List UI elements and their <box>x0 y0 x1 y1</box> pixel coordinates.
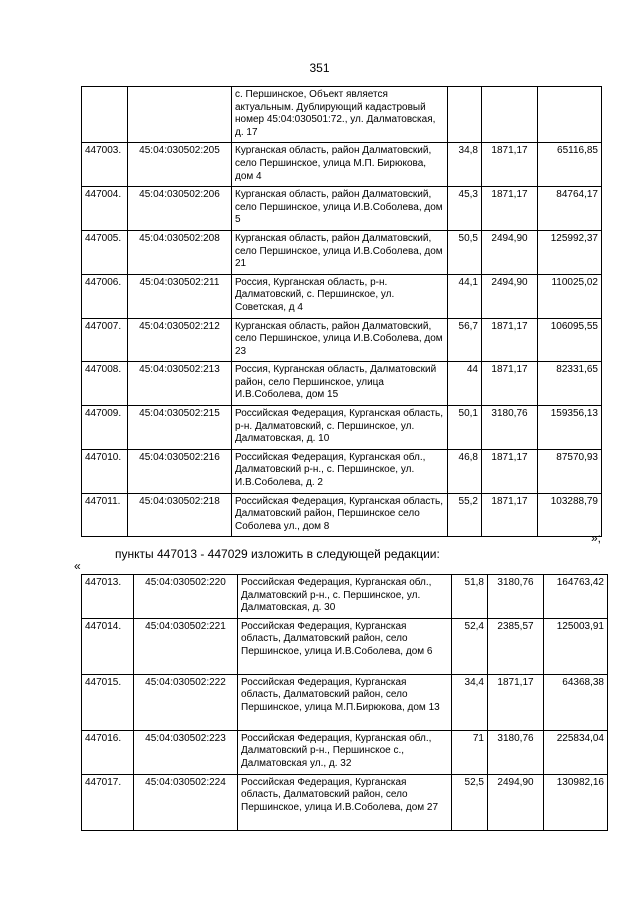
area-cell: 34,4 <box>452 674 488 730</box>
row-number-cell: 447013. <box>82 575 134 619</box>
area-cell: 46,8 <box>448 449 482 493</box>
address-cell: Курганская область, район Далматовский, село Першинское, улица И.В.Соболева, дом 21 <box>232 230 448 274</box>
area-cell: 71 <box>452 730 488 774</box>
cadastral-value-cell: 64368,38 <box>544 674 608 730</box>
address-cell: Российская Федерация, Курганская обл., Далматовский р-н., Першинское с., Далматовская ул., д. 32 <box>238 730 452 774</box>
property-table-1-body <box>82 87 602 537</box>
area-cell: 34,8 <box>448 143 482 187</box>
row-number-cell <box>82 87 128 143</box>
row-number-cell: 447017. <box>82 774 134 830</box>
unit-price-cell: 2494,90 <box>482 274 538 318</box>
cadastral-value-cell: 130982,16 <box>544 774 608 830</box>
cadastral-number-cell: 45:04:030502:211 <box>128 274 232 318</box>
unit-price-cell: 1871,17 <box>482 493 538 537</box>
address-cell: Российская Федерация, Курганская область, Далматовский район, Першинское село Соболева ул., дом 8 <box>232 493 448 537</box>
table-row <box>82 493 602 537</box>
property-table-2 <box>81 574 608 831</box>
address-cell: Россия, Курганская область, Далматовский район, село Першинское, улица И.В.Соболева, дом 15 <box>232 362 448 406</box>
property-table-2-body <box>82 575 608 831</box>
address-cell: Российская Федерация, Курганская область, Далматовский район, село Першинское, улица И.В.Соболева, дом 27 <box>238 774 452 830</box>
unit-price-cell: 1871,17 <box>482 187 538 231</box>
table-row <box>82 674 608 730</box>
address-cell: с. Першинское, Объект является актуальным. Дублирующий кадастровый номер 45:04:030501:72., ул. Далматовская, д. 17 <box>232 87 448 143</box>
address-cell: Российская Федерация, Курганская обл., Далматовский р-н., с. Першинское, ул. Далматовская, д. 30 <box>238 575 452 619</box>
unit-price-cell <box>482 87 538 143</box>
cadastral-number-cell: 45:04:030502:220 <box>134 575 238 619</box>
cadastral-number-cell: 45:04:030502:215 <box>128 406 232 450</box>
cadastral-value-cell: 164763,42 <box>544 575 608 619</box>
table-row <box>82 406 602 450</box>
unit-price-cell: 1871,17 <box>482 449 538 493</box>
unit-price-cell: 2494,90 <box>482 230 538 274</box>
cadastral-value-cell: 125992,37 <box>538 230 602 274</box>
cadastral-number-cell: 45:04:030502:216 <box>128 449 232 493</box>
cadastral-value-cell <box>538 87 602 143</box>
area-cell: 56,7 <box>448 318 482 362</box>
row-number-cell: 447009. <box>82 406 128 450</box>
cadastral-value-cell: 225834,04 <box>544 730 608 774</box>
unit-price-cell: 3180,76 <box>482 406 538 450</box>
cadastral-number-cell: 45:04:030502:218 <box>128 493 232 537</box>
cadastral-number-cell <box>128 87 232 143</box>
row-number-cell: 447004. <box>82 187 128 231</box>
row-number-cell: 447006. <box>82 274 128 318</box>
area-cell: 55,2 <box>448 493 482 537</box>
table-row <box>82 274 602 318</box>
table-row <box>82 730 608 774</box>
opening-quote-mark: « <box>74 559 81 573</box>
cadastral-number-cell: 45:04:030502:223 <box>134 730 238 774</box>
table-row <box>82 318 602 362</box>
address-cell: Российская Федерация, Курганская обл., Далматовский р-н., с. Першинское, ул. И.В.Соболева, д. 2 <box>232 449 448 493</box>
unit-price-cell: 3180,76 <box>488 575 544 619</box>
row-number-cell: 447016. <box>82 730 134 774</box>
table-row <box>82 575 608 619</box>
cadastral-number-cell: 45:04:030502:212 <box>128 318 232 362</box>
table-row <box>82 618 608 674</box>
table-row <box>82 143 602 187</box>
table-row <box>82 449 602 493</box>
table-row <box>82 87 602 143</box>
amendment-instruction: пункты 447013 - 447029 изложить в следующей редакции: <box>115 547 440 561</box>
row-number-cell: 447014. <box>82 618 134 674</box>
table-row <box>82 362 602 406</box>
address-cell: Курганская область, район Далматовский, село Першинское, улица И.В.Соболева, дом 23 <box>232 318 448 362</box>
unit-price-cell: 3180,76 <box>488 730 544 774</box>
row-number-cell: 447015. <box>82 674 134 730</box>
cadastral-number-cell: 45:04:030502:213 <box>128 362 232 406</box>
unit-price-cell: 2385,57 <box>488 618 544 674</box>
area-cell: 45,3 <box>448 187 482 231</box>
area-cell: 44 <box>448 362 482 406</box>
unit-price-cell: 1871,17 <box>488 674 544 730</box>
address-cell: Российская Федерация, Курганская область, Далматовский район, село Першинское, улица М.П.Бирюкова, дом 13 <box>238 674 452 730</box>
unit-price-cell: 2494,90 <box>488 774 544 830</box>
cadastral-value-cell: 82331,65 <box>538 362 602 406</box>
address-cell: Курганская область, район Далматовский, село Першинское, улица М.П. Бирюкова, дом 4 <box>232 143 448 187</box>
cadastral-value-cell: 87570,93 <box>538 449 602 493</box>
address-cell: Россия, Курганская область, р-н. Далматовский, с. Першинское, ул. Советская, д 4 <box>232 274 448 318</box>
row-number-cell: 447005. <box>82 230 128 274</box>
cadastral-number-cell: 45:04:030502:222 <box>134 674 238 730</box>
cadastral-value-cell: 84764,17 <box>538 187 602 231</box>
unit-price-cell: 1871,17 <box>482 318 538 362</box>
table-row <box>82 774 608 830</box>
area-cell: 50,1 <box>448 406 482 450</box>
cadastral-number-cell: 45:04:030502:205 <box>128 143 232 187</box>
area-cell: 52,4 <box>452 618 488 674</box>
row-number-cell: 447007. <box>82 318 128 362</box>
cadastral-number-cell: 45:04:030502:221 <box>134 618 238 674</box>
area-cell: 51,8 <box>452 575 488 619</box>
row-number-cell: 447011. <box>82 493 128 537</box>
area-cell <box>448 87 482 143</box>
cadastral-value-cell: 106095,55 <box>538 318 602 362</box>
area-cell: 52,5 <box>452 774 488 830</box>
page-number: 351 <box>309 61 330 75</box>
address-cell: Курганская область, район Далматовский, село Першинское, улица И.В.Соболева, дом 5 <box>232 187 448 231</box>
cadastral-value-cell: 110025,02 <box>538 274 602 318</box>
cadastral-value-cell: 125003,91 <box>544 618 608 674</box>
cadastral-number-cell: 45:04:030502:224 <box>134 774 238 830</box>
closing-quote-mark: »; <box>591 531 602 545</box>
property-table-1 <box>81 86 602 537</box>
area-cell: 44,1 <box>448 274 482 318</box>
cadastral-number-cell: 45:04:030502:206 <box>128 187 232 231</box>
cadastral-value-cell: 159356,13 <box>538 406 602 450</box>
cadastral-number-cell: 45:04:030502:208 <box>128 230 232 274</box>
area-cell: 50,5 <box>448 230 482 274</box>
address-cell: Российская Федерация, Курганская область, р-н. Далматовский, с. Першинское, ул. Далматовская, д. 10 <box>232 406 448 450</box>
cadastral-value-cell: 103288,79 <box>538 493 602 537</box>
row-number-cell: 447008. <box>82 362 128 406</box>
unit-price-cell: 1871,17 <box>482 143 538 187</box>
address-cell: Российская Федерация, Курганская область, Далматовский район, село Першинское, улица И.В.Соболева, дом 6 <box>238 618 452 674</box>
table-row <box>82 230 602 274</box>
cadastral-value-cell: 65116,85 <box>538 143 602 187</box>
row-number-cell: 447003. <box>82 143 128 187</box>
row-number-cell: 447010. <box>82 449 128 493</box>
table-row <box>82 187 602 231</box>
unit-price-cell: 1871,17 <box>482 362 538 406</box>
